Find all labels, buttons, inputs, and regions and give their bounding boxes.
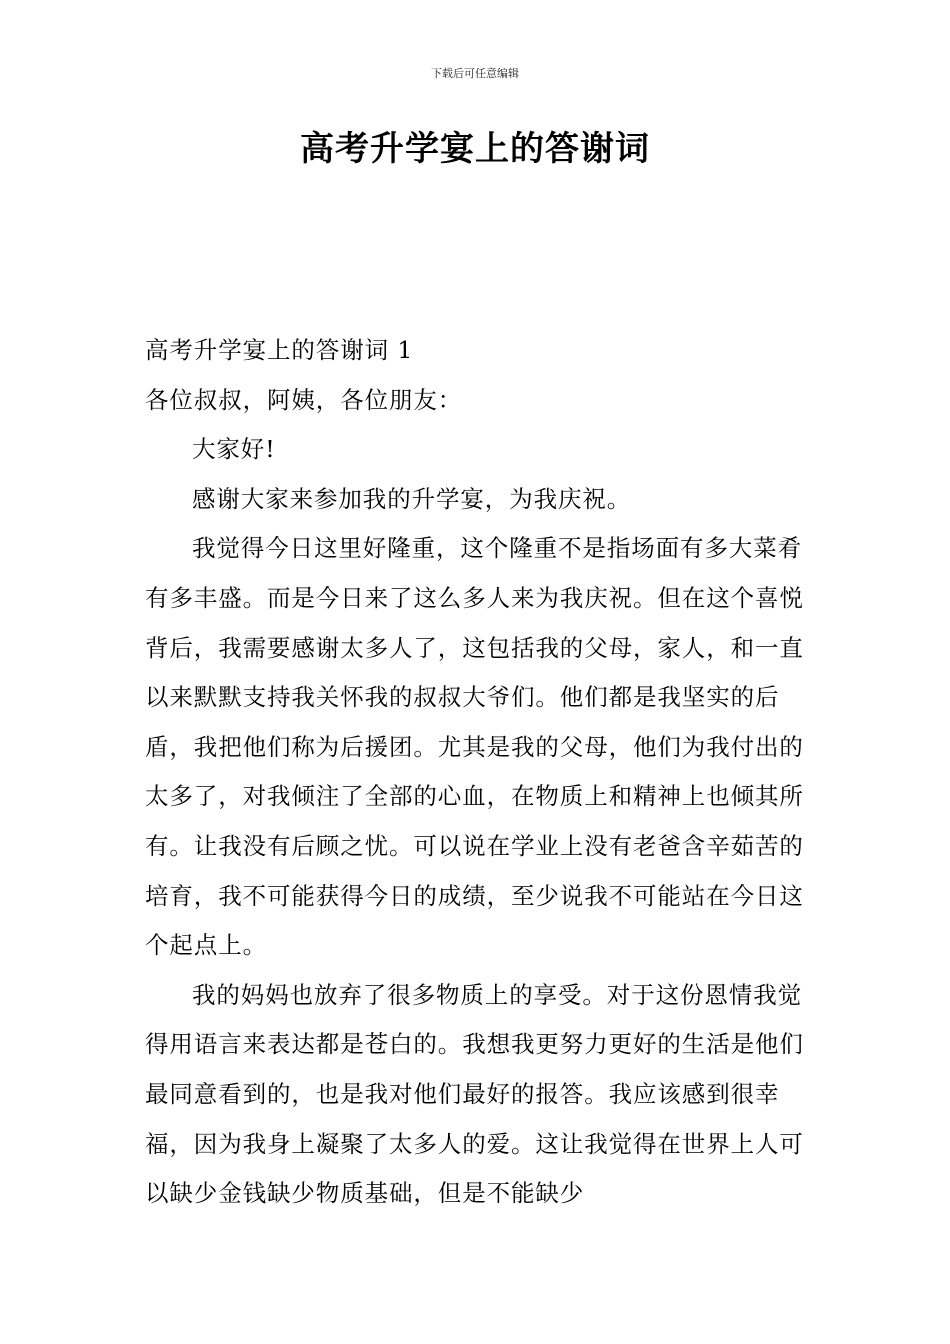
paragraph: 大家好! — [192, 435, 276, 464]
document-title: 高考升学宴上的答谢词 — [300, 129, 650, 169]
paragraph: 感谢大家来参加我的升学宴，为我庆祝。 — [192, 484, 632, 513]
document-body — [145, 326, 807, 1219]
header-note: 下载后可任意编辑 — [431, 67, 519, 80]
paragraph: 我觉得今日这里好隆重，这个隆重不是指场面有多大菜肴有多丰盛。而是今日来了这么多人来为我庆祝。但在这个喜悦背后，我需要感谢太多人了，这包括我的父母，家人，和一直以来默默支持我关怀我的叔叔大爷们。他们都是我坚实的后盾，我把他们称为后援团。尤其是我的父母，他们为我付出的太多了，对我倾注了全部的心血，在物质上和精神上也倾其所有。让我没有后顾之忧。可以说在学业上没有老爸含辛茹苦的培育，我不可能获得今日的成绩，至少说我不可能站在今日这个起点上。 — [145, 534, 804, 960]
paragraph: 我的妈妈也放弃了很多物质上的享受。对于这份恩情我觉得用语言来表达都是苍白的。我想我更努力更好的生活是他们最同意看到的，也是我对他们最好的报答。我应该感到很幸福，因为我身上凝聚了太多人的爱。这让我觉得在世界上人可以缺少金钱缺少物质基础，但是不能缺少 — [145, 980, 804, 1208]
section-heading: 高考升学宴上的答谢词 1 — [145, 336, 414, 364]
salutation: 各位叔叔，阿姨，各位朋友： — [145, 385, 463, 414]
